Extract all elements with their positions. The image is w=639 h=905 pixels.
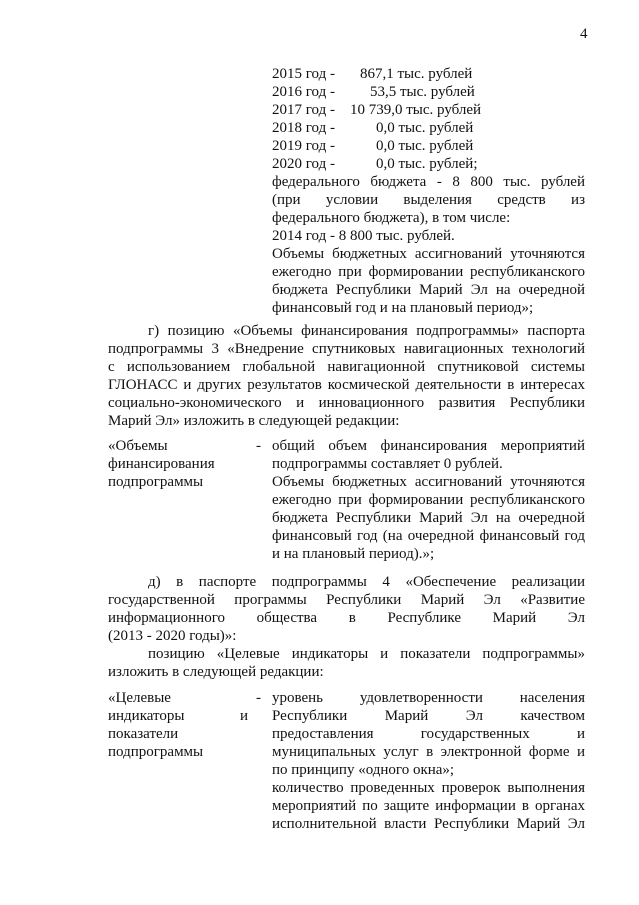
table-label-line: индикаторы и	[108, 708, 248, 724]
table-label-line: подпрограммы	[108, 744, 204, 760]
text-line: информационного общества в Республике Марий Эл	[108, 610, 585, 626]
table-label-line: финансирования	[108, 456, 215, 472]
text-line: изложить в следующей редакции:	[108, 664, 324, 680]
text-line: Объемы бюджетных ассигнований уточняются	[272, 246, 585, 262]
text-line: (2013 - 2020 годы)»:	[108, 628, 237, 644]
table-value-line: Объемы бюджетных ассигнований уточняются	[272, 474, 585, 490]
text-line: бюджета Республики Марий Эл на очередной	[272, 282, 585, 298]
year-label: 2017 год -	[272, 102, 335, 118]
table-value-line: по принципу «одного окна»;	[272, 762, 455, 778]
text-line: федерального бюджета - 8 800 тыс. рублей	[272, 174, 585, 190]
table-dash: -	[256, 690, 261, 706]
year-label: 2018 год -	[272, 120, 335, 136]
text-line: (при условии выделения средств из	[272, 192, 585, 208]
text-line: ежегодно при формировании республиканского	[272, 264, 585, 280]
year-amount: 0,0 тыс. рублей	[376, 120, 474, 136]
table-label-line: подпрограммы	[108, 474, 204, 490]
table-value-line: количество проведенных проверок выполнения	[272, 780, 585, 796]
text-line: с использованием глобальной навигационной спутниковой системы	[108, 359, 585, 375]
year-label: 2019 год -	[272, 138, 335, 154]
page-number: 4	[580, 26, 588, 42]
table-value-line: ежегодно при формировании республиканского	[272, 492, 585, 508]
year-label: 2020 год -	[272, 156, 335, 172]
year-amount: 0,0 тыс. рублей	[376, 138, 474, 154]
text-line: социально-экономического и инновационного развития Республики	[108, 395, 585, 411]
text-line: ГЛОНАСС и других результатов космической деятельности в интересах	[108, 377, 585, 393]
table-value-line: предоставления государственных и	[272, 726, 585, 742]
year-amount: 10 739,0 тыс. рублей	[350, 102, 482, 118]
table-dash: -	[256, 438, 261, 454]
table-value-line: уровень удовлетворенности населения	[272, 690, 585, 706]
table-value-line: муниципальных услуг в электронной форме и	[272, 744, 585, 760]
text-line: Марий Эл» изложить в следующей редакции:	[108, 413, 400, 429]
year-amount: 53,5 тыс. рублей	[370, 84, 475, 100]
text-line: государственной программы Республики Марий Эл «Развитие	[108, 592, 585, 608]
text-line: федерального бюджета), в том числе:	[272, 210, 511, 226]
text-line: подпрограммы 3 «Внедрение спутниковых навигационных технологий	[108, 341, 585, 357]
year-amount: 867,1 тыс. рублей	[360, 66, 473, 82]
table-value-line: общий объем финансирования мероприятий	[272, 438, 585, 454]
year-amount: 0,0 тыс. рублей;	[376, 156, 478, 172]
text-line: финансовый год и на плановый период»;	[272, 300, 534, 316]
table-value-line: бюджета Республики Марий Эл на очередной	[272, 510, 585, 526]
text-line: позицию «Целевые индикаторы и показатели подпрограммы»	[148, 646, 585, 662]
table-value-line: подпрограммы составляет 0 рублей.	[272, 456, 503, 472]
table-value-line: и на плановый период).»;	[272, 546, 435, 562]
table-label-line: «Целевые	[108, 690, 171, 706]
table-value-line: мероприятий по защите информации в органах	[272, 798, 585, 814]
table-value-line: Республики Марий Эл качеством	[272, 708, 585, 724]
table-label-line: показатели	[108, 726, 179, 742]
table-value-line: исполнительной власти Республики Марий Эл	[272, 816, 585, 832]
text-line: г) позицию «Объемы финансирования подпрограммы» паспорта	[148, 323, 585, 339]
text-line: д) в паспорте подпрограммы 4 «Обеспечение реализации	[148, 574, 585, 590]
year-label: 2015 год -	[272, 66, 335, 82]
table-value-line: финансовый год (на очередной финансовый год	[272, 528, 585, 544]
year-label: 2016 год -	[272, 84, 335, 100]
table-label-line: «Объемы	[108, 438, 168, 454]
text-line: 2014 год - 8 800 тыс. рублей.	[272, 228, 455, 244]
